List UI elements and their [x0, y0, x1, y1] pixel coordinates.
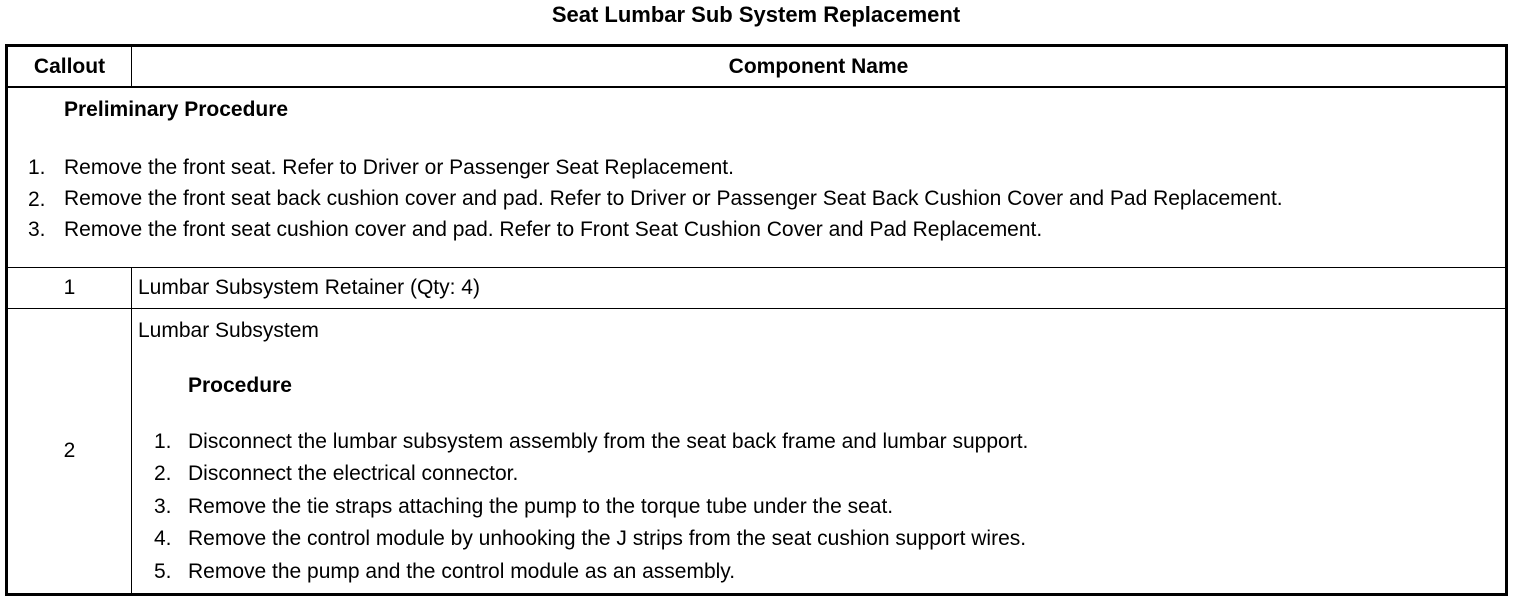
step-number: 1.	[154, 429, 172, 453]
procedure-steps-list	[138, 426, 1505, 589]
step-number: 4.	[154, 527, 172, 550]
component-table	[5, 44, 1508, 596]
list-item	[8, 214, 1505, 246]
table-row	[7, 267, 1507, 308]
list-item	[8, 152, 1505, 184]
step-number: 2.	[154, 462, 172, 485]
step-number: 3.	[154, 494, 172, 518]
component-name-header: Component Name	[132, 46, 1507, 88]
callout-cell: 1	[7, 267, 132, 308]
preliminary-procedure-cell	[7, 87, 1507, 267]
list-item	[138, 491, 1505, 524]
preliminary-procedure-heading: Preliminary Procedure	[64, 98, 289, 121]
list-item	[138, 556, 1505, 589]
page-title: Seat Lumbar Sub System Replacement	[551, 2, 961, 27]
step-text: Remove the control module by unhooking the J strips from the seat cushion support wires.	[188, 527, 1027, 550]
component-name-cell: Lumbar Subsystem Retainer (Qty: 4)	[132, 267, 1507, 308]
list-item	[138, 426, 1505, 459]
step-text: Remove the front seat. Refer to Driver or Passenger Seat Replacement.	[64, 156, 734, 179]
step-number: 3.	[28, 218, 46, 241]
preliminary-row	[7, 87, 1507, 267]
component-name-cell	[132, 308, 1507, 595]
list-item	[138, 458, 1505, 491]
preliminary-steps-list	[8, 152, 1505, 246]
step-text: Disconnect the electrical connector.	[188, 462, 519, 485]
step-text: Remove the front seat cushion cover and pad. Refer to Front Seat Cushion Cover and Pad Replacement.	[64, 218, 1043, 241]
callout-header: Callout	[7, 46, 132, 88]
list-item	[8, 184, 1505, 214]
step-text: Disconnect the lumbar subsystem assembly from the seat back frame and lumbar support.	[188, 429, 1029, 453]
step-number: 5.	[154, 559, 172, 583]
list-item	[138, 523, 1505, 556]
table-header-row	[7, 46, 1507, 88]
callout-cell: 2	[7, 308, 132, 595]
step-text: Remove the tie straps attaching the pump to the torque tube under the seat.	[188, 494, 894, 518]
component-name: Lumbar Subsystem	[138, 318, 319, 342]
procedure-heading: Procedure	[188, 373, 292, 397]
table-row	[7, 308, 1507, 595]
step-text: Remove the pump and the control module as an assembly.	[188, 559, 736, 583]
step-text: Remove the front seat back cushion cover and pad. Refer to Driver or Passenger Seat Back Cushion Cover and Pad Replacement.	[64, 187, 1283, 210]
step-number: 2.	[28, 188, 46, 211]
step-number: 1.	[28, 156, 46, 179]
